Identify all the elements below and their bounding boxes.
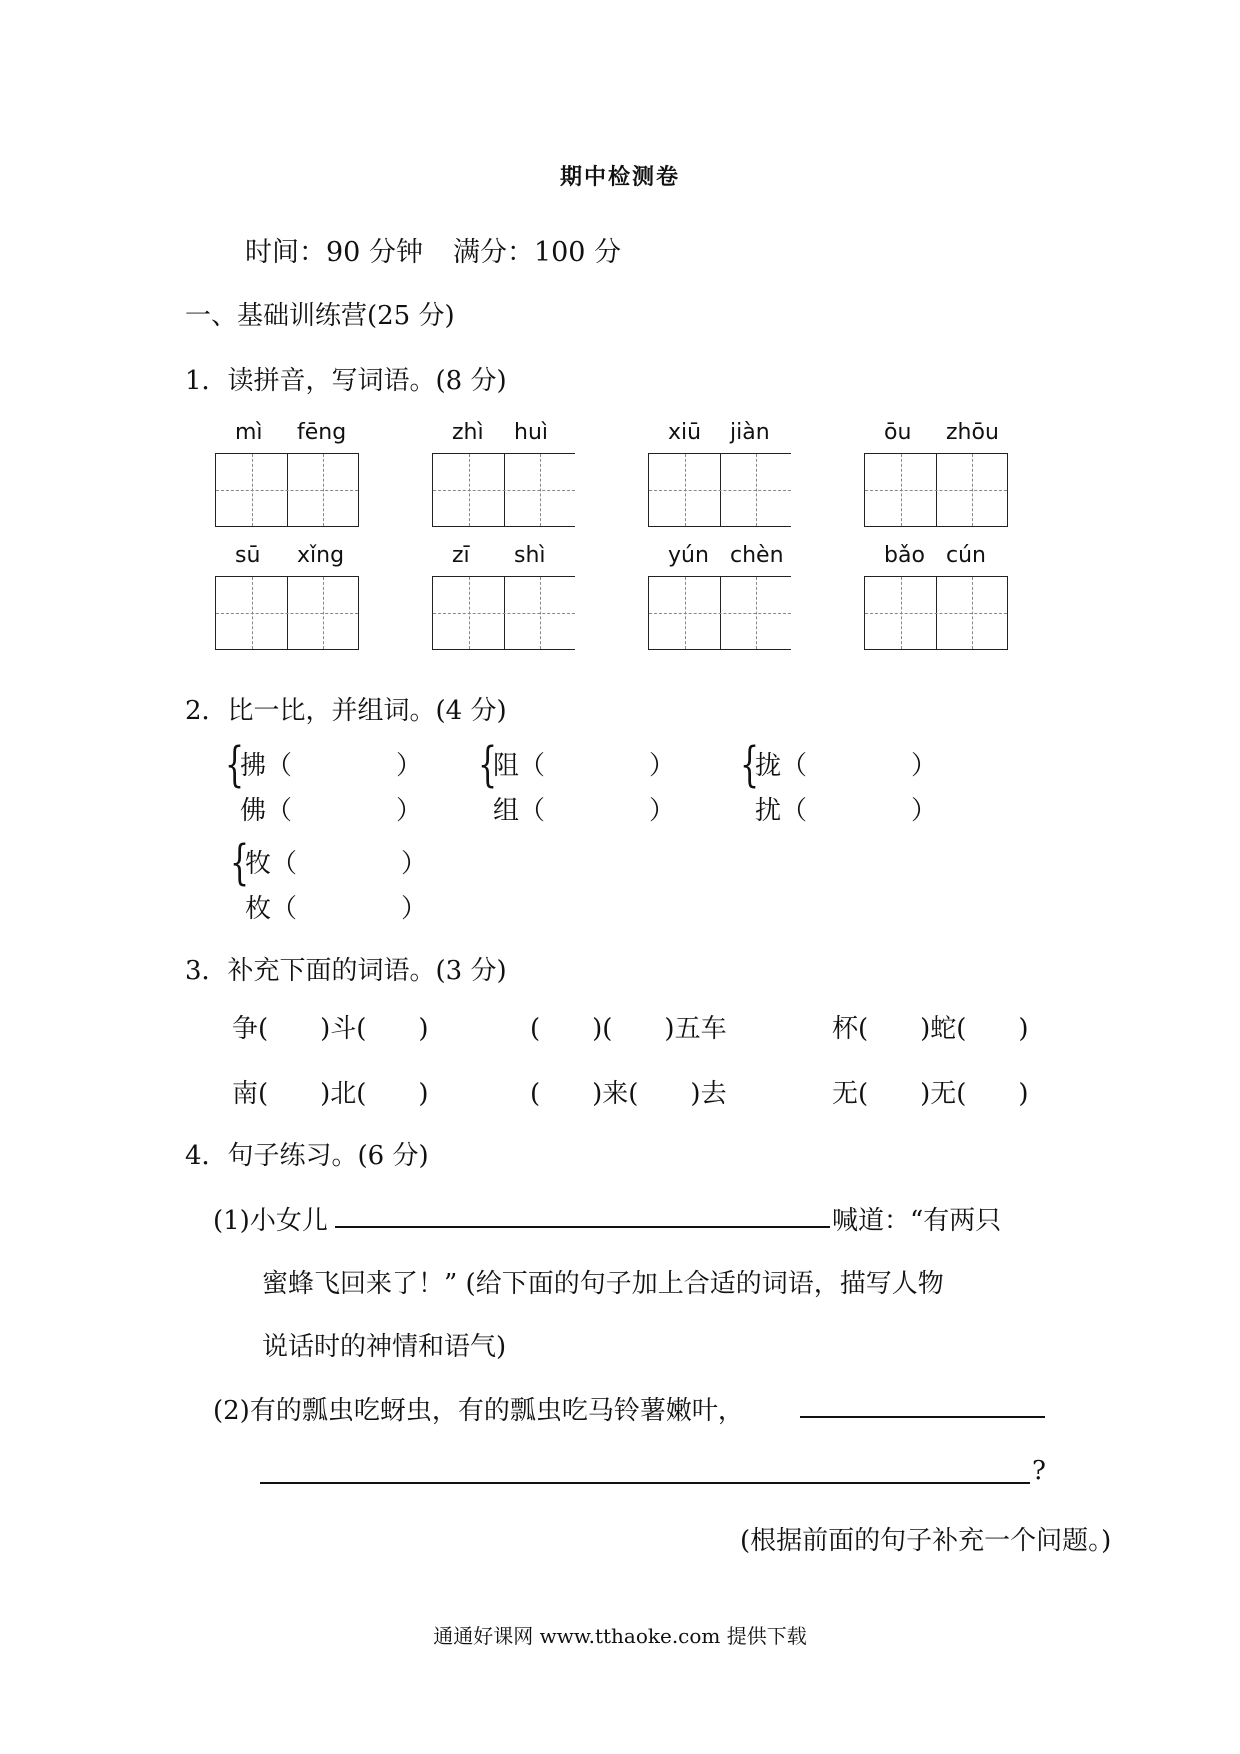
idiom-item: ( )来( )去: [530, 1079, 727, 1109]
pinyin-label: shì: [514, 543, 546, 568]
answer-blank-2[interactable]: [800, 1416, 1045, 1418]
compare-word: 拂（ ）: [240, 751, 423, 781]
compare-word: 拢（ ）: [755, 751, 938, 781]
footer-credit: 通通好课网 www.tthaoke.com 提供下载: [433, 1624, 807, 1648]
compare-word: 佛（ ）: [240, 796, 423, 826]
sentence-1-line2: 蜜蜂飞回来了！” (给下面的句子加上合适的词语，描写人物: [262, 1269, 944, 1299]
exam-time: 时间：90 分钟: [245, 237, 423, 268]
q3-heading: 3．补充下面的词语。(3 分): [185, 956, 507, 986]
writing-box[interactable]: [215, 453, 359, 527]
pinyin-label: zī: [452, 543, 470, 568]
q1-heading: 1．读拼音，写词语。(8 分): [185, 366, 507, 396]
pinyin-label: zhōu: [946, 420, 999, 445]
compare-word: 扰（ ）: [755, 796, 938, 826]
page-title: 期中检测卷: [559, 164, 680, 190]
question-mark: ?: [1032, 1456, 1046, 1486]
pinyin-label: cún: [946, 543, 986, 568]
sentence-2-note: (根据前面的句子补充一个问题。): [740, 1526, 1112, 1556]
brace-icon: {: [740, 737, 760, 794]
idiom-item: 杯( )蛇( ): [832, 1014, 1029, 1044]
writing-box[interactable]: [432, 576, 575, 650]
answer-blank-1[interactable]: [335, 1226, 830, 1228]
compare-word: 牧（ ）: [245, 849, 428, 879]
idiom-item: 南( )北( ): [232, 1079, 429, 1109]
pinyin-label: bǎo: [884, 543, 925, 568]
exam-info: [245, 230, 651, 269]
sentence-1-end: 喊道：“有两只: [832, 1206, 1002, 1236]
writing-box[interactable]: [648, 576, 791, 650]
pinyin-label: chèn: [730, 543, 784, 568]
compare-word: 阻（ ）: [493, 751, 676, 781]
compare-word: 组（ ）: [493, 796, 676, 826]
idiom-item: ( )( )五车: [530, 1014, 727, 1044]
writing-box[interactable]: [864, 453, 1008, 527]
pinyin-label: ōu: [884, 420, 912, 445]
pinyin-label: huì: [514, 420, 548, 445]
pinyin-label: xǐng: [297, 543, 345, 568]
brace-icon: {: [225, 737, 245, 794]
sentence-1-line3: 说话时的神情和语气): [262, 1332, 507, 1362]
idiom-item: 争( )斗( ): [232, 1014, 429, 1044]
answer-blank-3[interactable]: [260, 1482, 1030, 1484]
pinyin-label: xiū: [668, 420, 702, 445]
idiom-item: 无( )无( ): [832, 1079, 1029, 1109]
writing-box[interactable]: [648, 453, 791, 527]
q4-heading: 4．句子练习。(6 分): [185, 1141, 429, 1171]
pinyin-label: jiàn: [730, 420, 770, 445]
pinyin-label: mì: [235, 420, 263, 445]
pinyin-label: sū: [235, 543, 261, 568]
brace-icon: {: [478, 737, 498, 794]
brace-icon: {: [230, 835, 250, 892]
writing-box[interactable]: [215, 576, 359, 650]
q2-heading: 2．比一比，并组词。(4 分): [185, 696, 507, 726]
pinyin-label: yún: [668, 543, 709, 568]
pinyin-label: zhì: [452, 420, 484, 445]
pinyin-label: fēng: [297, 420, 347, 445]
sentence-2-line1: (2)有的瓢虫吃蚜虫，有的瓢虫吃马铃薯嫩叶，: [213, 1396, 744, 1426]
sentence-1-start: (1)小女儿: [213, 1206, 328, 1236]
writing-box[interactable]: [432, 453, 575, 527]
section-heading: 一、基础训练营(25 分): [185, 301, 455, 331]
compare-word: 枚（ ）: [245, 894, 428, 924]
exam-score: 满分：100 分: [452, 237, 622, 268]
writing-box[interactable]: [864, 576, 1008, 650]
